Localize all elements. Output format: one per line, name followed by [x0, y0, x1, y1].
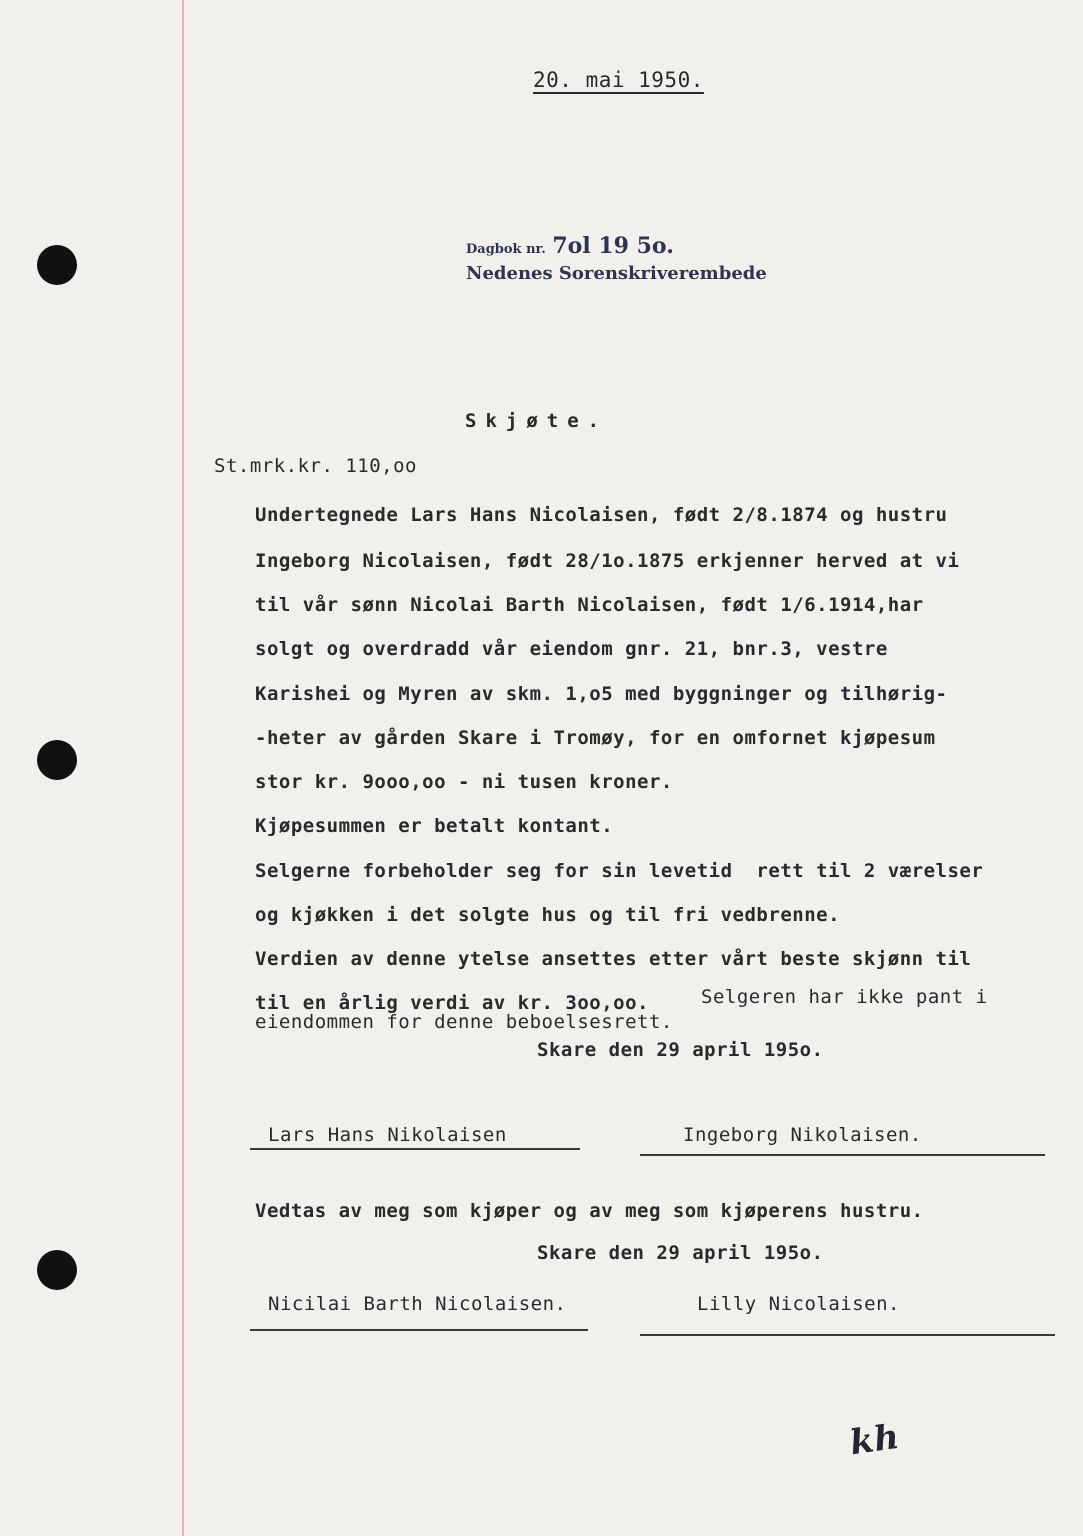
document-title: Skjøte.	[465, 410, 609, 432]
body-line: til en årlig verdi av kr. 3oo,oo.	[255, 992, 649, 1014]
header-date: 20. mai 1950.	[533, 68, 704, 92]
place-date: Skare den 29 april 195o.	[537, 1039, 824, 1061]
handwritten-initials: kh	[847, 1416, 902, 1464]
body-line: Selgerne forbeholder seg for sin levetid rett til 2 værelser	[255, 860, 984, 882]
margin-rule	[182, 0, 184, 1536]
body-line: solgt og overdradd vår eiendom gnr. 21, bnr.3, vestre	[255, 638, 888, 660]
signature-line	[250, 1329, 588, 1331]
body-line: og kjøkken i det solgte hus og til fri vedbrenne.	[255, 904, 841, 926]
stamp-duty: St.mrk.kr. 110,oo	[214, 455, 417, 477]
addendum-line: Selgeren har ikke pant i	[701, 986, 988, 1008]
seller-signature: Lars Hans Nikolaisen	[268, 1124, 507, 1146]
signature-line	[640, 1154, 1045, 1156]
body-line: stor kr. 9ooo,oo - ni tusen kroner.	[255, 771, 673, 793]
place-date: Skare den 29 april 195o.	[537, 1242, 824, 1264]
dagbok-prefix: Dagbok nr.	[466, 242, 546, 257]
addendum-line: eiendommen for denne beboelsesrett.	[255, 1011, 673, 1033]
body-line: -heter av gården Skare i Tromøy, for en omfornet kjøpesum	[255, 727, 936, 749]
seller-signature: Ingeborg Nikolaisen.	[683, 1124, 922, 1146]
office-stamp: Nedenes Sorenskriverembede	[466, 263, 767, 284]
body-line: Kjøpesummen er betalt kontant.	[255, 815, 614, 837]
body-line: Verdien av denne ytelse ansettes etter vårt beste skjønn til	[255, 948, 972, 970]
buyer-signature: Nicilai Barth Nicolaisen.	[268, 1293, 567, 1315]
body-line: Ingeborg Nicolaisen, født 28/1o.1875 erkjenner herved at vi	[255, 550, 960, 572]
dagbok-stamp	[466, 233, 674, 259]
signature-line	[250, 1148, 580, 1150]
punch-hole	[37, 245, 77, 285]
acceptance-text: Vedtas av meg som kjøper og av meg som kjøperens hustru.	[255, 1200, 924, 1222]
punch-hole	[37, 1250, 77, 1290]
body-line: til vår sønn Nicolai Barth Nicolaisen, født 1/6.1914,har	[255, 594, 924, 616]
body-line: Karishei og Myren av skm. 1,o5 med byggninger og tilhørig-	[255, 683, 948, 705]
buyer-signature: Lilly Nicolaisen.	[697, 1293, 900, 1315]
body-line: Undertegnede Lars Hans Nicolaisen, født 2/8.1874 og hustru	[255, 504, 948, 526]
dagbok-number: 7ol 19 5o.	[552, 233, 674, 259]
punch-hole	[37, 740, 77, 780]
signature-line	[640, 1334, 1055, 1336]
